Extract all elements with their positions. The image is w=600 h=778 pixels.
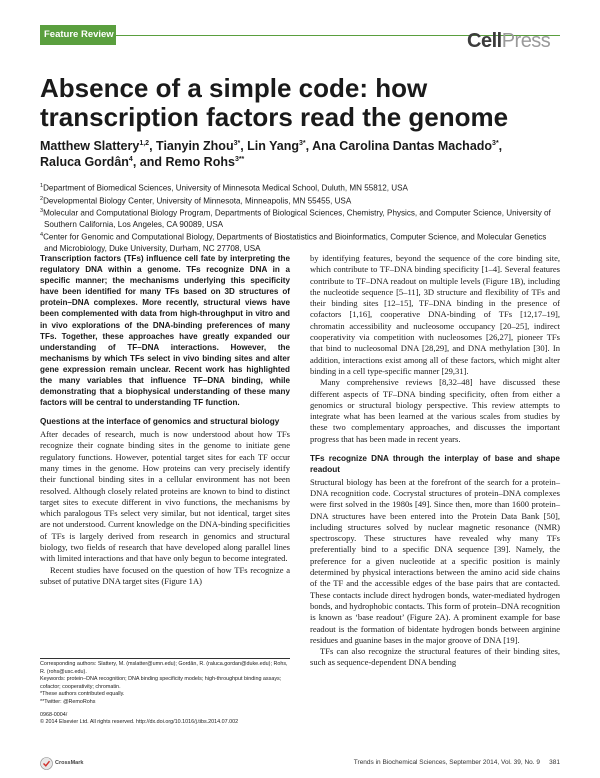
author-name: Tianyin Zhou: [156, 139, 234, 153]
article-title: [40, 74, 560, 132]
author-separator: , and: [132, 155, 166, 169]
author-affiliation-mark: 3**: [234, 155, 245, 163]
section-tab: Feature Review: [40, 25, 116, 45]
footnotes: [40, 658, 290, 727]
crossmark-icon: [40, 757, 53, 770]
author-affiliation-mark: 3*: [492, 139, 499, 147]
left-column: [40, 253, 290, 587]
author-separator: ,: [305, 139, 313, 153]
page-number: 381: [549, 759, 560, 766]
author-name: Matthew Slattery: [40, 139, 140, 153]
affiliations: [40, 181, 560, 254]
author-affiliation-mark: 4: [128, 155, 133, 163]
author-name: Lin Yang: [247, 139, 300, 153]
author-affiliation-mark: 1,2: [139, 139, 150, 147]
author-name: Raluca Gordân: [40, 155, 129, 169]
affiliation-text: Developmental Biology Center, University of Minnesota, Minneapolis, MN 55455, USA: [43, 196, 352, 206]
right-column: [310, 253, 560, 669]
affiliation-mark: 1: [40, 183, 44, 189]
affiliation: [40, 181, 560, 194]
logo-cell: Cell: [467, 30, 502, 52]
affiliation: [40, 230, 560, 254]
section-heading: TFs recognize DNA through the interplay of base and shape readout: [310, 454, 560, 474]
journal-citation: Trends in Biochemical Sciences, September 2014, Vol. 39, No. 9: [353, 759, 540, 766]
body-paragraph: Recent studies have focused on the question of how TFs recognize a subset of putative DNA target sites (Figure 1A): [40, 564, 290, 586]
author-separator: ,: [149, 139, 157, 153]
logo-press: Press: [501, 30, 551, 52]
affiliation: [40, 194, 560, 207]
affiliation-text: Molecular and Computational Biology Program, Departments of Biological Sciences, Chemistry, Physics, and Computer Science, University of Southern California, Los Angeles, CA 90089, USA: [43, 209, 551, 230]
body-paragraph: by identifying features, beyond the sequence of the core binding site, which contribute to TF–DNA binding specificity [1–4]. Several features contribute to TF–DNA readout on multiple levels (Figure 1B), including the nucleotide sequence [5–11], 3D structure and flexibility of TFs and their binding sites [12–15], TF–DNA binding in the presence of cofactors [1,16], cooperative DNA-binding of TFs [12,17–19], chromatin accessibility and nucleosome occupancy [20–25], indirect cooperativity via competition with nucleosomes [26,27], pioneer TFs that bind to nucleosomal DNA [28,29], and DNA methylation [30]. In addition, interactions exist among all of these factors, which might alter binding in a cell type-specific manner [29,31].: [310, 253, 560, 376]
cellpress-logo: [467, 30, 550, 52]
copyright: © 2014 Elsevier Ltd. All rights reserved. http://dx.doi.org/10.1016/j.tibs.2014.07.002: [40, 719, 239, 726]
crossmark-badge[interactable]: [40, 757, 95, 771]
affiliation: [40, 206, 560, 230]
affiliation-text: Center for Genomic and Computational Biology, Departments of Biostatistics and Bioinformatics, Computer Science, and Molecular Genetics and Microbiology, Duke University, Durham, NC 27708, USA: [43, 232, 547, 253]
abstract: Transcription factors (TFs) influence cell fate by interpreting the regulatory DNA within a genome. TFs recognize DNA in a specific manner; the mechanisms underlying this specificity have been identified for many TFs based on 3D structures of protein–DNA complexes. More recently, structural views have been complemented with data from high-throughput in vitro and in vivo explorations of the DNA-binding preferences of many TFs. Together, these approaches have greatly expanded our understanding of TF–DNA interactions. However, the mechanisms by which TFs select in vivo binding sites and alter gene expression remain unclear. Recent work has highlighted the many variables that influence TF–DNA binding, while demonstrating that a biophysical understanding of these many factors will be central to understanding TF function.: [40, 254, 290, 408]
author-affiliation-mark: 3*: [233, 139, 241, 147]
body-paragraph: Structural biology has been at the forefront of the search for a protein–DNA recognition code. Cocrystal structures of protein–DNA complexes were first solved in the 1980s [49]. Since then, more than 1600 protein–DNA structures have been entered into the Protein Data Bank [50], including structures solved by nuclear magnetic resonance (NMR) spectroscopy. These structures have revealed why many TFs preferentially bind to a specific DNA sequence [39]. Namely, the preference for a given nucleotide at a specific position is mainly determined by physical interactions between the amino acid side chains of the TF and the accessible edges of the base pairs that are contacted. These contacts include direct hydrogen bonds, water-mediated hydrogen bonds, and hydrophobic contacts. This form of protein–DNA recognition is known as ‘base readout’ (Figure 2A). A prominent example for base readout is the formation of bidentate hydrogen bonds between arginine residues and guanine bases in the major groove of DNA [19].: [310, 476, 560, 645]
affiliation-mark: 2: [40, 195, 44, 202]
author-list: [40, 138, 560, 170]
body-paragraph: After decades of research, much is now understood about how TFs recognize their cognate binding sites in the genome to initiate gene regulatory functions. However, potential target sites for each TF occur many times in the genome. How proteins can very precisely identify their functional binding sites in a cellular environment has not been resolved. Although closely related proteins are known to bind to distinct target sites to execute different in vivo functions, the mechanisms by which paralogous TFs select very similar, but not identical, target sites are not understood. Current knowledge on the DNA-binding specificities of TFs is largely derived from research in genomics and structural biology, two fields of research that have developed along parallel lines with limited interactions and that have only begun to become integrated.: [40, 429, 290, 564]
author-name: Remo Rohs: [165, 155, 235, 169]
equal-contribution-note: *These authors contributed equally.: [40, 691, 125, 698]
crossmark-label: CrossMark: [55, 760, 84, 766]
body-paragraph: TFs can also recognize the structural features of their binding sites, such as sequence-dependent DNA bending: [310, 646, 560, 668]
title-line-2: transcription factors read the genome: [40, 102, 509, 132]
twitter-note: **Twitter: @RemoRohs: [40, 698, 96, 705]
author-separator: ,: [498, 139, 503, 153]
keywords: Keywords: protein–DNA recognition; DNA binding specificity models; high-throughput binding assays; cofactor; cooperativity; chromatin.: [40, 676, 282, 690]
section-heading: Questions at the interface of genomics and structural biology: [40, 417, 280, 427]
body-paragraph: Many comprehensive reviews [8,32–48] have discussed these different aspects of TF–DNA binding specificity, often from either a genomics or structural biology perspective. This review attempts to integrate what has been learned at the various scales from studies by these two complementary approaches, and discusses the important progress that has been made in recent years.: [310, 377, 560, 444]
affiliation-mark: 4: [40, 232, 44, 239]
issn: 0968-0004/: [40, 711, 68, 718]
author-name: Ana Carolina Dantas Machado: [312, 139, 493, 153]
title-line-1: Absence of a simple code: how: [40, 73, 428, 103]
affiliation-mark: 3: [40, 208, 44, 215]
author-separator: ,: [240, 139, 248, 153]
author-affiliation-mark: 3*: [299, 139, 306, 147]
corresponding-authors: Corresponding authors: Slattery, M. (mslatter@umn.edu); Gordân, R. (raluca.gordan@duke.edu); Rohs, R. (rohs@usc.edu).: [40, 661, 288, 675]
affiliation-text: Department of Biomedical Sciences, University of Minnesota Medical School, Duluth, MN 55812, USA: [43, 183, 408, 193]
